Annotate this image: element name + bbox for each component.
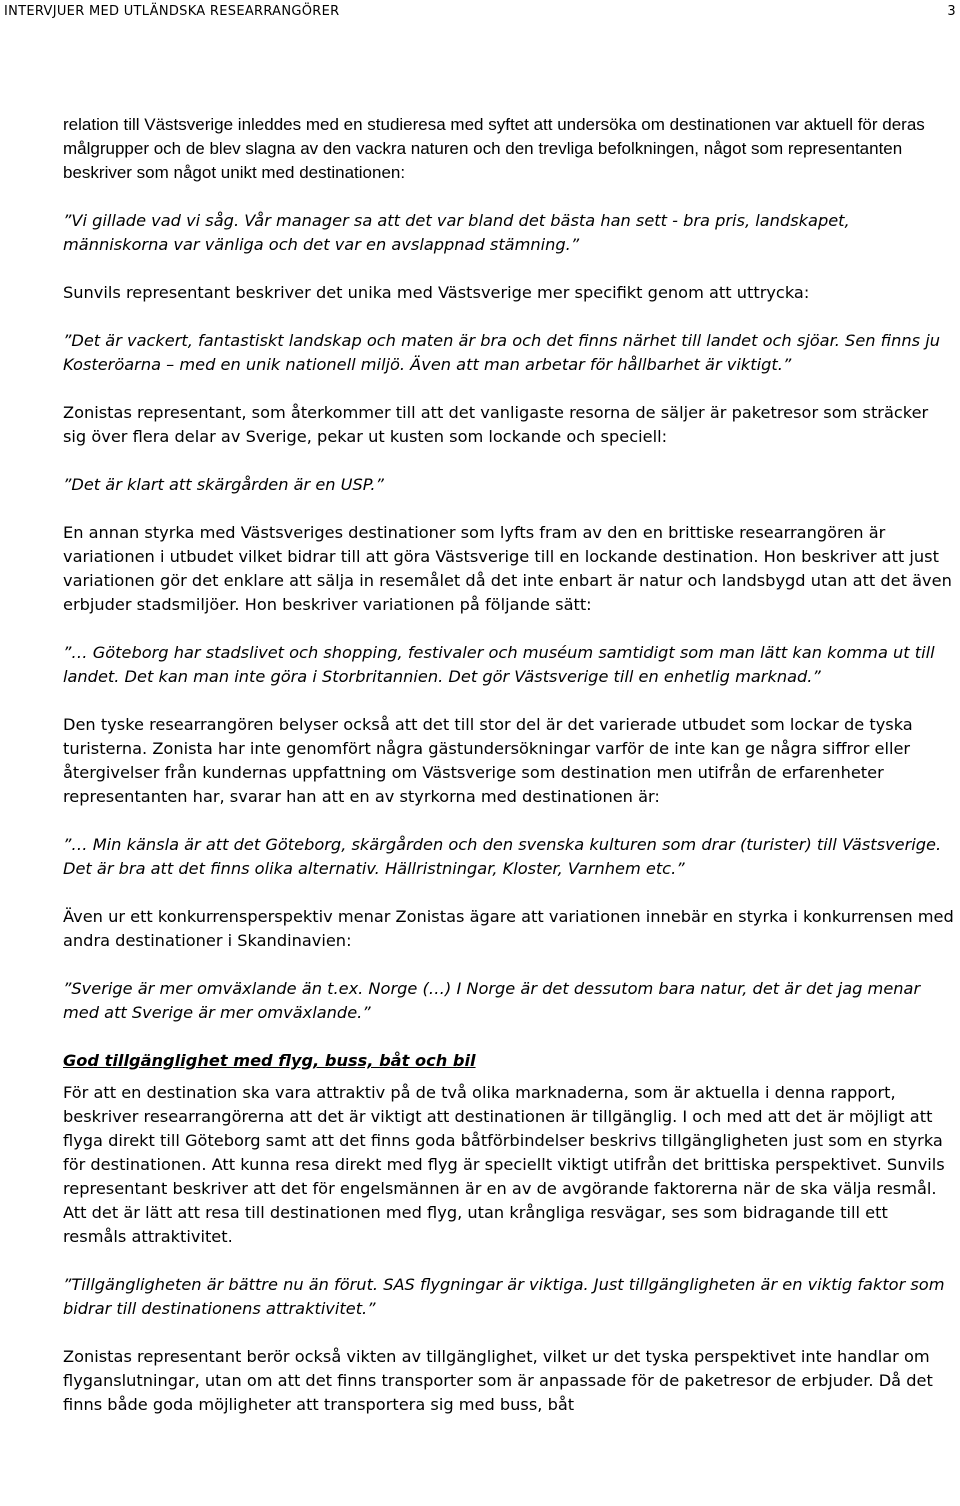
quote-1: ”Vi gillade vad vi såg. Vår manager sa att det var bland det bästa han sett - bra pris, landskapet, människorna var vänliga och det var en avslappnad stämning.” [63, 211, 850, 254]
section-heading: God tillgänglighet med flyg, buss, båt och bil [63, 1051, 476, 1070]
paragraph-3: Zonistas representant, som återkommer till att det vanligaste resorna de säljer är paketresor som sträcker sig över flera delar av Sverige, pekar ut kusten som lockande och speciell: [63, 403, 929, 446]
document-body [63, 113, 956, 1441]
quote-2: ”Det är vackert, fantastiskt landskap och maten är bra och det finns närhet till landet och sjöar. Sen finns ju Kosteröarna – med en unik nationell miljö. Även att man arbetar för hållbarhet är viktigt.” [63, 331, 940, 374]
quote-5: ”… Min känsla är att det Göteborg, skärgården och den svenska kulturen som drar (turister) till Västsverige. Det är bra att det finns olika alternativ. Hällristningar, Kloster, Varnhem etc.” [63, 835, 942, 878]
paragraph-1: relation till Västsverige inleddes med en studieresa med syftet att undersöka om destinationen var aktuell för deras målgrupper och de blev slagna av den vackra naturen och den trevliga befolkningen, något som representanten beskriver som något unikt med destinationen: [63, 115, 925, 182]
paragraph-8: Zonistas representant berör också vikten av tillgänglighet, vilket ur det tyska perspektivet inte handlar om flyganslutningar, utan om att det finns transporter som är anpassade för de paketresor de erbjuder. Då det finns både goda möjligheter att transportera sig med buss, båt [63, 1347, 933, 1414]
paragraph-7: För att en destination ska vara attraktiv på de två olika marknaderna, som är aktuella i denna rapport, beskriver researrangörerna att det är viktigt att destinationen är tillgänglig. I och med att det är möjligt att flyga direkt till Göteborg samt att det finns goda båtförbindelser beskrivs tillgängligheten just som en styrka för destinationen. Att kunna resa direkt med flyg är speciellt viktigt utifrån det brittiska perspektivet. Sunvils representant beskriver att det för engelsmännen är en av de avgörande faktorerna när de ska välja resmål. Att det är lätt att resa till destinationen med flyg, utan krångliga resvägar, ses som bidragande till ett resmåls attraktivitet. [63, 1083, 945, 1246]
page-header [0, 4, 960, 24]
quote-7: ”Tillgängligheten är bättre nu än förut. SAS flygningar är viktiga. Just tillgängligheten är en viktig faktor som bidrar till destinationens attraktivitet.” [63, 1275, 945, 1318]
page-number: 3 [947, 4, 956, 19]
quote-6: ”Sverige är mer omväxlande än t.ex. Norge (…) I Norge är det dessutom bara natur, det är det jag menar med att Sverige är mer omväxlande.” [63, 979, 921, 1022]
paragraph-4: En annan styrka med Västsveriges destinationer som lyfts fram av den en brittiske researrangören är variationen i utbudet vilket bidrar till att göra Västsverige till en lockande destination. Hon beskriver att just variationen gör det enklare att sälja in resemålet då det inte enbart är natur och landsbygd utan att det även erbjuder stadsmiljöer. Hon beskriver variationen på följande sätt: [63, 523, 952, 614]
quote-3: ”Det är klart att skärgården är en USP.” [63, 475, 384, 494]
paragraph-2: Sunvils representant beskriver det unika med Västsverige mer specifikt genom att uttrycka: [63, 283, 810, 302]
paragraph-5: Den tyske researrangören belyser också att det till stor del är det varierade utbudet som lockar de tyska turisterna. Zonista har inte genomfört några gästundersökningar varför de inte kan ge några siffror eller återgivelser från kundernas uppfattning om Västsverige som destination men utifrån de erfarenheter representanten har, svarar han att en av styrkorna med destinationen är: [63, 715, 913, 806]
quote-4: ”… Göteborg har stadslivet och shopping, festivaler och muséum samtidigt som man lätt kan komma ut till landet. Det kan man inte göra i Storbritannien. Det gör Västsverige till en enhetlig marknad.” [63, 643, 935, 686]
paragraph-6: Även ur ett konkurrensperspektiv menar Zonistas ägare att variationen innebär en styrka i konkurrensen med andra destinationer i Skandinavien: [63, 907, 954, 950]
running-title: INTERVJUER MED UTLÄNDSKA RESEARRANGÖRER [4, 4, 340, 19]
